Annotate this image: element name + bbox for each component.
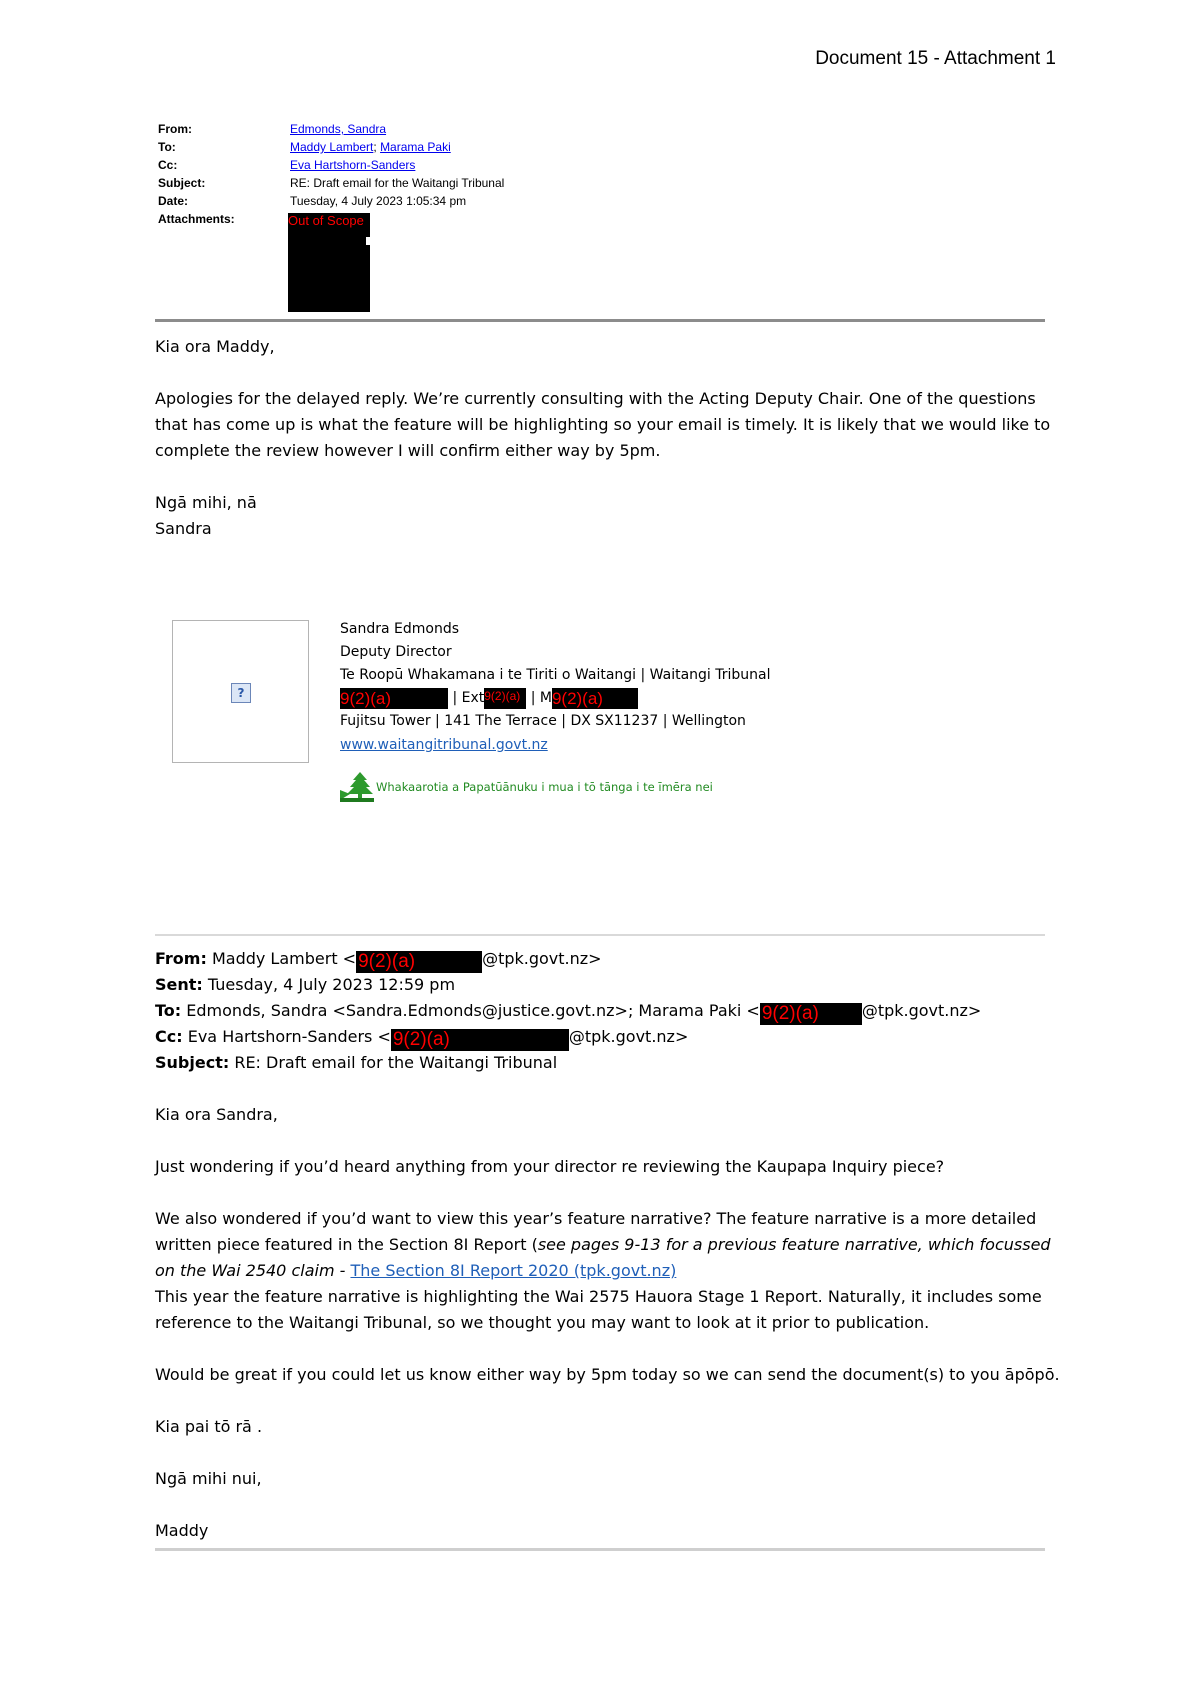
reply-paragraph-line: that has come up is what the feature will be highlighting so your email is timely. It is likely that we would like to (155, 415, 1051, 434)
redaction-label: Out of Scope (288, 213, 364, 228)
message-paragraph-line (155, 1232, 1051, 1258)
cc-link[interactable]: Eva Hartshorn-Sanders (290, 158, 416, 172)
broken-image-icon: ? (231, 683, 251, 703)
mobile-redaction: 9(2)(a) (552, 688, 638, 709)
fwd-cc-domain: @tpk.govt.nz> (568, 1027, 689, 1046)
fwd-cc-label: Cc: (155, 1027, 183, 1046)
fwd-sent-value: Tuesday, 4 July 2023 12:59 pm (207, 975, 456, 994)
subject-label: Subject: (158, 176, 206, 190)
fwd-to-domain: @tpk.govt.nz> (861, 1001, 982, 1020)
message-paragraph-line (155, 1258, 676, 1284)
fwd-cc-name: Eva Hartshorn-Sanders < (187, 1027, 391, 1046)
ext-label: | Ext (452, 690, 485, 706)
fwd-from-row (155, 946, 602, 973)
reply-signoff: Ngā mihi, nā (155, 493, 257, 512)
message-paragraph-line: We also wondered if you’d want to view this year’s feature narrative? The feature narrative is a more detailed (155, 1209, 1037, 1228)
reply-paragraph-line: Apologies for the delayed reply. We’re currently consulting with the Acting Deputy Chair. One of the questions (155, 389, 1036, 408)
signature-org: Te Roopū Whakamana i te Tiriti o Waitangi | Waitangi Tribunal (340, 667, 771, 683)
fwd-from-name: Maddy Lambert < (211, 949, 357, 968)
tree-icon (340, 772, 374, 802)
fwd-sent-label: Sent: (155, 975, 203, 994)
para2-line2-italic: see pages 9-13 for a previous feature narrative, which focussed (537, 1235, 1051, 1254)
attachments-redaction (288, 213, 370, 312)
para2-line2-start: written piece featured in the Section 8I Report ( (155, 1235, 538, 1254)
fwd-to-label: To: (155, 1001, 182, 1020)
fwd-cc-redaction: 9(2)(a) (391, 1029, 569, 1051)
fwd-from-redaction: 9(2)(a) (356, 951, 482, 973)
fwd-from-label: From: (155, 949, 207, 968)
to-label: To: (158, 140, 176, 154)
message-paragraph-line: reference to the Waitangi Tribunal, so we thought you may want to look at it prior to publication. (155, 1313, 930, 1332)
attachments-label: Attachments: (158, 212, 235, 226)
to-link-1[interactable]: Maddy Lambert (290, 140, 374, 154)
message-name: Maddy (155, 1521, 209, 1540)
cc-label: Cc: (158, 158, 178, 172)
to-separator: ; (373, 140, 377, 154)
reply-name: Sandra (155, 519, 212, 538)
fwd-to-text: Edmonds, Sandra <Sandra.Edmonds@justice.govt.nz>; Marama Paki < (186, 1001, 760, 1020)
fwd-subject-row (155, 1050, 557, 1076)
signature-image-placeholder (172, 620, 309, 763)
signature-title: Deputy Director (340, 644, 452, 660)
fwd-to-row (155, 998, 981, 1025)
date-value: Tuesday, 4 July 2023 1:05:34 pm (290, 194, 467, 208)
section-8i-report-link[interactable]: The Section 8I Report 2020 (tpk.govt.nz) (350, 1261, 677, 1280)
fwd-from-domain: @tpk.govt.nz> (482, 949, 602, 968)
fwd-to-redaction: 9(2)(a) (760, 1003, 862, 1025)
message-paragraph: Just wondering if you’d heard anything from your director re reviewing the Kaupapa Inquiry piece? (155, 1157, 945, 1176)
end-divider (155, 1548, 1045, 1551)
header-divider (155, 319, 1045, 322)
message-closing: Kia pai tō rā . (155, 1417, 263, 1436)
document-label: Document 15 - Attachment 1 (815, 48, 1056, 69)
para2-line3-italic: on the Wai 2540 claim - (155, 1261, 351, 1280)
fwd-subject-value: RE: Draft email for the Waitangi Tribunal (234, 1053, 558, 1072)
from-label: From: (158, 122, 192, 136)
reply-greeting: Kia ora Maddy, (155, 337, 275, 356)
website-link[interactable]: www.waitangitribunal.govt.nz (340, 737, 548, 753)
ext-redaction: 9(2)(a) (484, 688, 526, 709)
phone-redaction: 9(2)(a) (340, 688, 448, 709)
mobile-label: | M (530, 690, 552, 706)
eco-message: Whakaarotia a Papatūānuku i mua i tō tānga i te īmēra nei (376, 780, 713, 794)
from-link[interactable]: Edmonds, Sandra (290, 122, 387, 136)
message-greeting: Kia ora Sandra, (155, 1105, 278, 1124)
signature-address: Fujitsu Tower | 141 The Terrace | DX SX11237 | Wellington (340, 713, 746, 729)
reply-paragraph-line: complete the review however I will confirm either way by 5pm. (155, 441, 661, 460)
message-paragraph: Would be great if you could let us know either way by 5pm today so we can send the document(s) to you āpōpō. (155, 1365, 1060, 1384)
fwd-cc-row (155, 1024, 688, 1051)
message-closing: Ngā mihi nui, (155, 1469, 262, 1488)
fwd-subject-label: Subject: (155, 1053, 230, 1072)
subject-value: RE: Draft email for the Waitangi Tribunal (290, 176, 505, 190)
message-paragraph-line: This year the feature narrative is highlighting the Wai 2575 Hauora Stage 1 Report. Naturally, it includes some (155, 1287, 1042, 1306)
signature-phone-line (340, 687, 638, 709)
signature-name: Sandra Edmonds (340, 621, 459, 637)
fwd-sent-row (155, 972, 455, 998)
forward-divider (155, 934, 1045, 936)
date-label: Date: (158, 194, 189, 208)
to-link-2[interactable]: Marama Paki (380, 140, 451, 154)
